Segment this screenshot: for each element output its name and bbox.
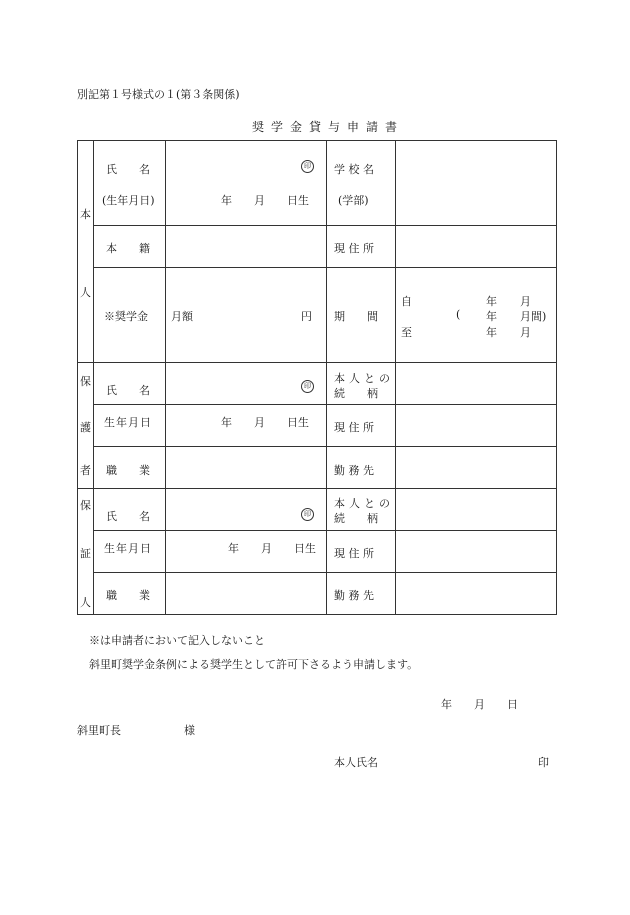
form-number: 別記第１号様式の１(第３条関係): [77, 88, 240, 101]
footer-note: ※は申請者において記入しないこと: [89, 634, 265, 647]
addressee: 斜里町長: [77, 724, 121, 737]
guardian-birth-label: 生年月日: [104, 416, 152, 429]
page-title: 奨学金貸与申請書: [252, 120, 405, 134]
applicant-group-char-1: 本: [80, 208, 91, 221]
scholarship-label: ※奨学金: [104, 310, 148, 323]
period-to-label: 至: [401, 326, 412, 339]
application-statement: 斜里町奨学金条例による奨学生として許可下さるよう申請します。: [89, 658, 419, 671]
guardian-workplace-label: 勤 務 先: [334, 464, 374, 477]
domicile-label: 本 籍: [106, 242, 150, 255]
applicant-birth-format: 年 月 日生: [221, 194, 309, 207]
guarantor-birth-format: 年 月 日生: [228, 542, 316, 555]
guarantor-birth-label: 生年月日: [104, 542, 152, 555]
guarantor-address-label: 現 住 所: [334, 547, 374, 560]
applicant-signature-label: 本人氏名: [334, 756, 378, 769]
guarantor-seal-icon: 印: [301, 508, 314, 521]
yen-label: 円: [301, 310, 312, 323]
applicant-birth-label: (生年月日): [102, 194, 155, 207]
period-to-month: 月: [520, 326, 531, 339]
applicant-group-char-2: 人: [80, 286, 91, 299]
guardian-name-label: 氏 名: [106, 384, 150, 397]
applicant-address-label: 現 住 所: [334, 242, 374, 255]
faculty-label: (学部): [338, 194, 369, 207]
guardian-job-label: 職 業: [106, 464, 150, 477]
guardian-relation-label-2: 続 柄: [334, 387, 378, 400]
guardian-birth-format: 年 月 日生: [221, 416, 309, 429]
guarantor-job-label: 職 業: [106, 589, 150, 602]
applicant-name-label: 氏 名: [106, 163, 150, 176]
applicant-seal-icon: 印: [301, 160, 314, 173]
guarantor-relation-label-2: 続 柄: [334, 512, 378, 525]
period-duration-year: 年: [486, 310, 497, 323]
guardian-group-char-2: 護: [80, 421, 91, 434]
period-from-month: 月: [520, 295, 531, 308]
guarantor-name-label: 氏 名: [106, 510, 150, 523]
school-label: 学 校 名: [334, 163, 374, 176]
period-to-year: 年: [486, 326, 497, 339]
period-from-year: 年: [486, 295, 497, 308]
signature-seal-label: 印: [538, 756, 549, 769]
application-date: 年 月 日: [441, 698, 518, 711]
period-from-label: 自: [401, 295, 412, 308]
guardian-group-char-3: 者: [80, 464, 91, 477]
guarantor-workplace-label: 勤 務 先: [334, 589, 374, 602]
monthly-amount-label: 月額: [171, 310, 193, 323]
period-label: 期 間: [334, 310, 378, 323]
period-paren-open: (: [456, 308, 461, 321]
addressee-honorific: 様: [184, 724, 195, 737]
guarantor-relation-label-1: 本人との: [334, 497, 394, 510]
guardian-relation-label-1: 本人との: [334, 372, 394, 385]
guardian-group-char-1: 保: [80, 375, 91, 388]
guardian-address-label: 現 住 所: [334, 421, 374, 434]
guardian-seal-icon: 印: [301, 380, 314, 393]
period-duration-months: 月間): [520, 310, 547, 323]
guarantor-group-char-3: 人: [80, 596, 91, 609]
guarantor-group-char-1: 保: [80, 499, 91, 512]
guarantor-group-char-2: 証: [80, 547, 91, 560]
